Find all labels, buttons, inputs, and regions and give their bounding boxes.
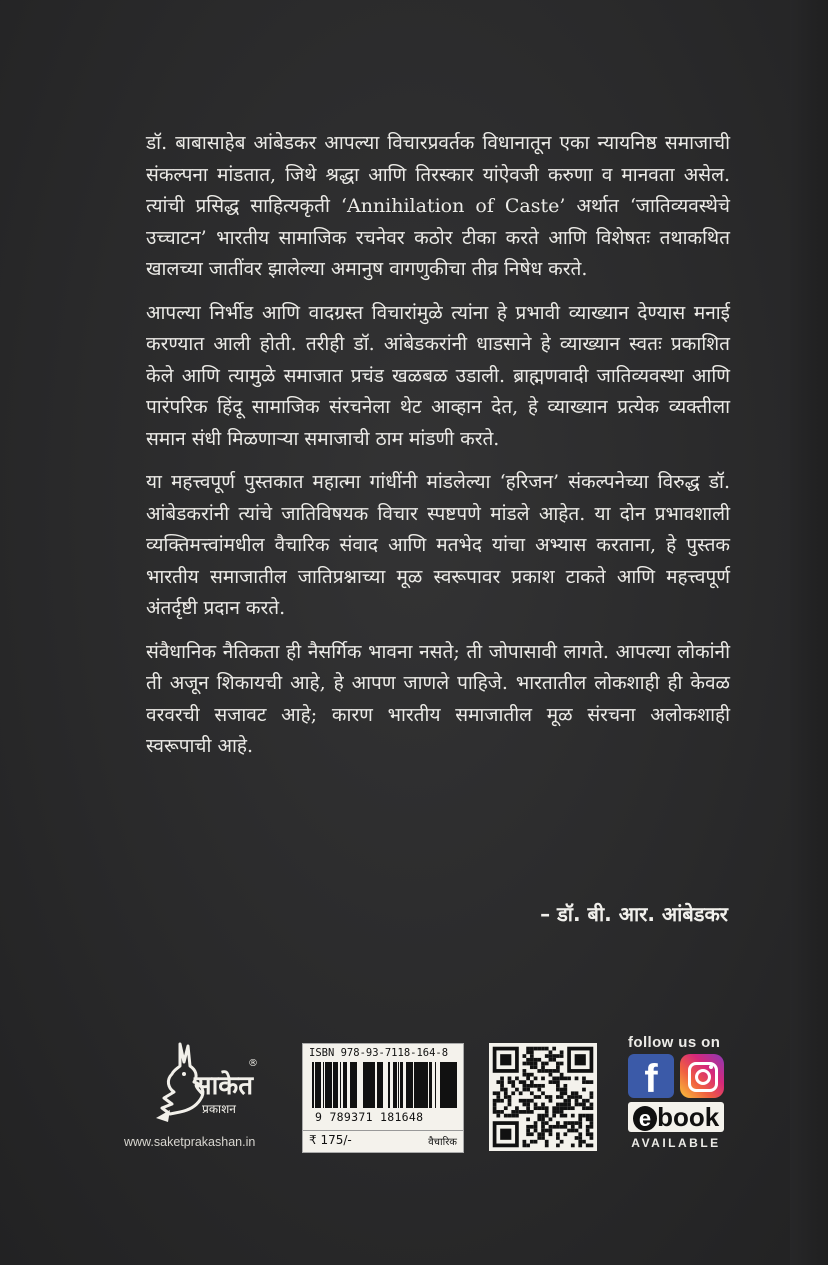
ebook-e-glyph: e — [633, 1106, 657, 1131]
instagram-icon[interactable] — [680, 1054, 724, 1098]
logo-wordmark: साकेत — [194, 1071, 254, 1101]
blurb-text — [146, 128, 730, 775]
registered-mark: ® — [248, 1058, 258, 1069]
qr-code-icon — [489, 1043, 597, 1151]
logo-subtitle: प्रकाशन — [202, 1102, 236, 1116]
barcode-divider — [303, 1130, 463, 1131]
ebook-badge[interactable] — [628, 1102, 724, 1132]
ebook-word: book — [657, 1102, 720, 1132]
price: ₹ 175/- — [309, 1133, 352, 1147]
facebook-icon[interactable]: f — [628, 1054, 674, 1098]
quote-author: – डॉ. बी. आर. आंबेडकर — [540, 902, 728, 926]
blurb-paragraph-2: आपल्या निर्भीड आणि वादग्रस्त विचारांमुळे त्यांना हे प्रभावी व्याख्यान देण्यास मनाई करण्यात आली होती. तरीही डॉ. आंबेडकरांनी धाडसाने हे व्याख्यान स्वतः प्रकाशित केले आणि त्यामुळे समाजात प्रचंड खळबळ उडाली. ब्राह्मणवादी जातिव्यवस्था आणि पारंपरिक हिंदू सामाजिक संरचनेला थेट आव्हान देत, हे व्याख्यान प्रत्येक व्यक्तीला समान संधी मिळणाऱ्या समाजाची ठाम मांडणी करते. — [146, 301, 730, 450]
category-label: वैचारिक — [428, 1137, 457, 1148]
cover-edge — [790, 0, 828, 1265]
barcode-digits: 9 789371 181648 — [315, 1110, 424, 1124]
isbn-number: ISBN 978-93-7118-164-8 — [309, 1047, 449, 1059]
barcode-bars — [309, 1062, 457, 1108]
follow-us-label: follow us on — [628, 1034, 721, 1051]
quote-paragraph: संवैधानिक नैतिकता ही नैसर्गिक भावना नसते; ती जोपासावी लागते. आपल्या लोकांनी ती अजून शिकायची आहे, हे आपण जाणले पाहिजे. भारतातील लोकशाही ही केवळ वरवरची सजावट आहे; कारण भारतीय समाजातील मूळ संरचना अलोकशाही स्वरूपाची आहे. — [146, 640, 730, 757]
publisher-website[interactable]: www.saketprakashan.in — [124, 1135, 256, 1149]
isbn-barcode — [302, 1043, 464, 1153]
qr-code[interactable] — [489, 1043, 597, 1151]
blurb-paragraph-1: डॉ. बाबासाहेब आंबेडकर आपल्या विचारप्रवर्तक विधानातून एका न्यायनिष्ठ समाजाची संकल्पना मांडतात, जिथे श्रद्धा आणि तिरस्कार यांऐवजी करुणा व मानवता असेल. त्यांची प्रसिद्ध साहित्यकृती ‘Annihilation of Caste’ अर्थात ‘जातिव्यवस्थेचे उच्चाटन’ भारतीय सामाजिक रचनेवर कठोर टीका करते आणि विशेषतः तथाकथित खालच्या जातींवर झालेल्या अमानुष वागणुकीचा तीव्र निषेध करते. — [146, 132, 730, 280]
blurb-paragraph-3: या महत्त्वपूर्ण पुस्तकात महात्मा गांधींनी मांडलेल्या ‘हरिजन’ संकल्पनेच्या विरुद्ध डॉ. आंबेडकरांनी त्यांचे जातिविषयक विचार स्पष्टपणे मांडले आहेत. या दोन प्रभावशाली व्यक्तिमत्त्वांमधील वैचारिक संवाद आणि मतभेद यांचा अभ्यास करताना, हे पुस्तक भारतीय समाजातील जातिप्रश्नाच्या मूळ स्वरूपावर प्रकाश टाकते आणि महत्त्वपूर्ण अंतर्दृष्टी प्रदान करते. — [146, 471, 730, 619]
available-label: AVAILABLE — [631, 1136, 721, 1150]
publisher-logo — [150, 1040, 262, 1130]
